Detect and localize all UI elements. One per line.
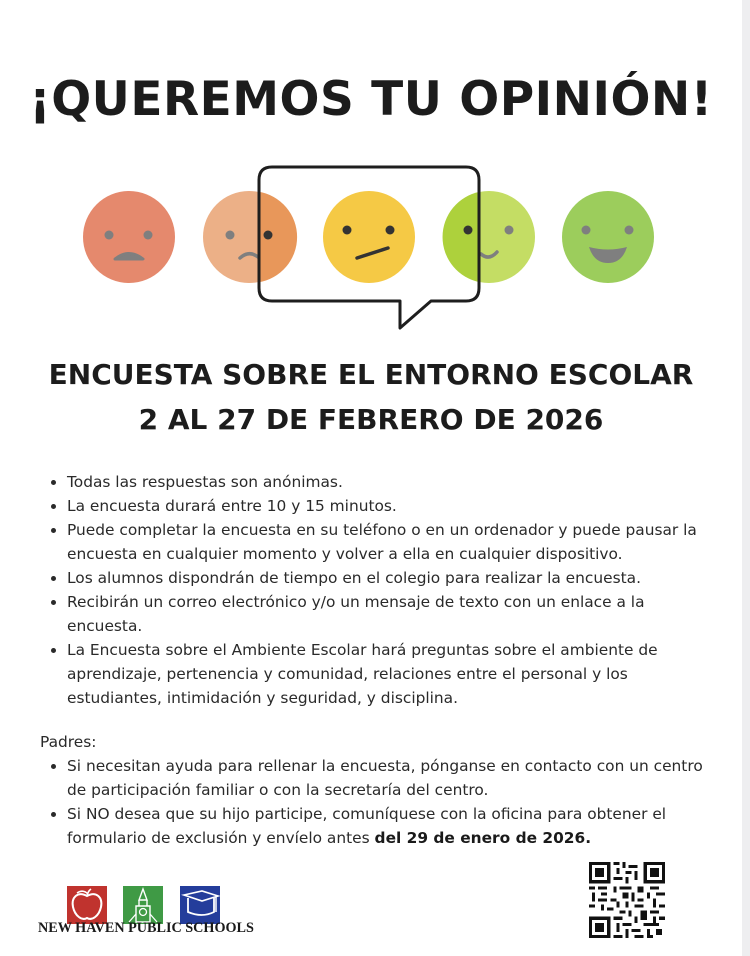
graduation-cap-icon [180,886,220,924]
parents-item: • Si necesitan ayuda para rellenar la encuesta, pónganse en contacto con un centro de participación familiar o con la secretaría del centro. [67,754,710,802]
parents-list [40,754,710,850]
face-very-unhappy-icon [83,191,175,283]
parents-heading: Padres: [40,733,97,751]
face-very-happy-icon [562,191,654,283]
face-neutral-icon [323,191,415,283]
page-edge-strip [742,0,750,956]
info-section [40,470,710,850]
qr-code-icon[interactable] [589,862,665,938]
info-item: • Puede completar la encuesta en su teléfono o en un ordenador y puede pausar la encuesta en cualquier momento y volver a ella en cualquier dispositivo. [67,518,710,566]
info-item: • Los alumnos dispondrán de tiempo en el colegio para realizar la encuesta. [67,566,710,590]
parents-item-text: Si NO desea que su hijo participe, comuníquese con la oficina para obtener el formulario de exclusión y envíelo antes [67,805,667,847]
face-happy-icon [443,191,535,283]
info-list [40,470,710,710]
face-unhappy-icon [203,191,297,283]
page-title: ¡QUEREMOS TU OPINIÓN! [29,72,713,127]
survey-name: ENCUESTA SOBRE EL ENTORNO ESCOLAR [48,358,694,391]
info-item: • Todas las respuestas son anónimas. [67,470,710,494]
info-item: • Recibirán un correo electrónico y/o un mensaje de texto con un enlace a la encuesta. [67,590,710,638]
survey-dates: 2 AL 27 DE FEBRERO DE 2026 [138,403,604,436]
tower-icon [123,886,163,924]
parents-item [67,802,710,850]
apple-icon [67,886,107,924]
nhps-logo-text: NEW HAVEN PUBLIC SCHOOLS [38,920,254,936]
rating-faces-graphic [0,0,742,340]
info-item: • La encuesta durará entre 10 y 15 minutos. [67,494,710,518]
opt-out-deadline: del 29 de enero de 2026. [374,829,592,847]
info-item: • La Encuesta sobre el Ambiente Escolar hará preguntas sobre el ambiente de aprendizaje, pertenencia y comunidad, relaciones entre el personal y los estudiantes, intimidación y seguridad, y disciplina. [67,638,710,710]
